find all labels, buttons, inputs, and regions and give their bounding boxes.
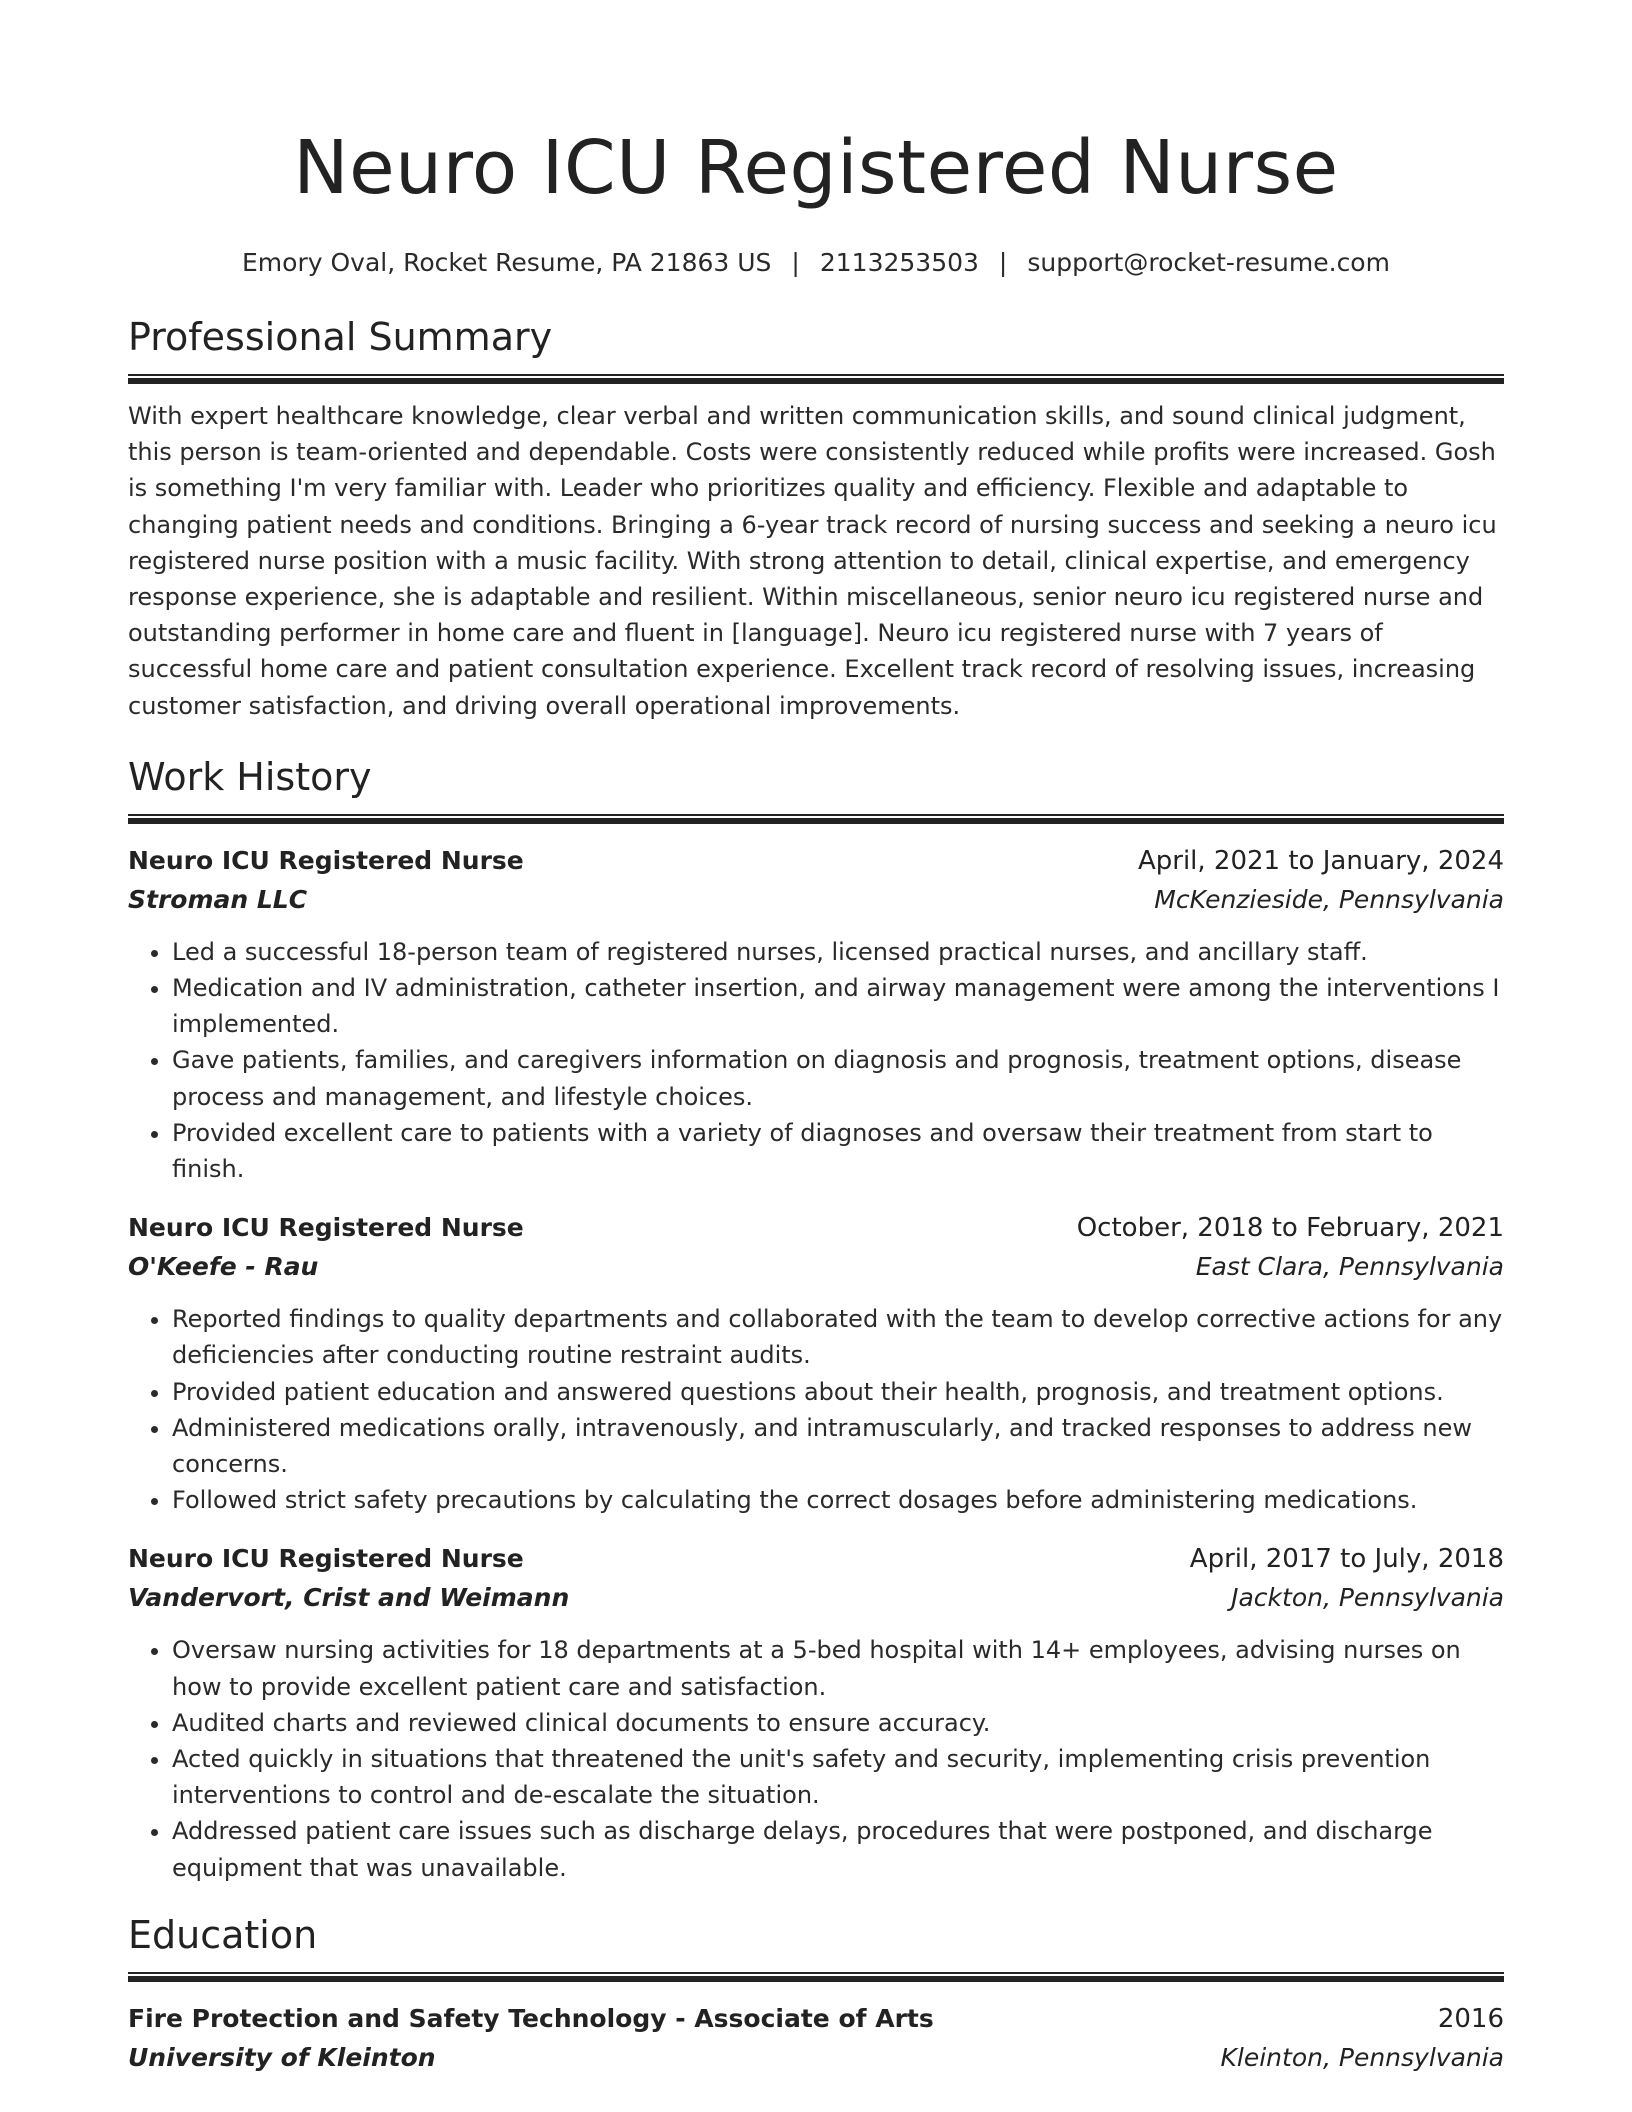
education-section: [128, 1910, 1504, 2078]
contact-separator: |: [791, 248, 800, 277]
education-location: Kleinton, Pennsylvania: [1220, 2042, 1504, 2072]
work-history-section: [128, 752, 1504, 1886]
job-bullets: [128, 1632, 1504, 1885]
job-location: East Clara, Pennsylvania: [1195, 1252, 1504, 1282]
job-title: Neuro ICU Registered Nurse: [128, 1544, 524, 1574]
job-bullet: • Addressed patient care issues such as discharge delays, procedures that were postponed, and discharge equipment that was unavailable.: [172, 1813, 1504, 1885]
job-bullet: • Audited charts and reviewed clinical documents to ensure accuracy.: [172, 1705, 1504, 1741]
job-bullets: [128, 1301, 1504, 1518]
job-bullet: • Medication and IV administration, catheter insertion, and airway management were among the interventions I implemented.: [172, 970, 1504, 1042]
job-bullet: • Administered medications orally, intravenously, and intramuscularly, and tracked responses to address new concerns.: [172, 1410, 1504, 1482]
job-company: O'Keefe - Rau: [128, 1252, 319, 1282]
section-divider: [128, 814, 1504, 824]
summary-text: With expert healthcare knowledge, clear verbal and written communication skills, and sound clinical judgment, this person is team-oriented and dependable. Costs were consistently reduced while profits were increased. Gosh is something I'm very familiar with. Leader who prioritizes quality and efficiency. Flexible and adaptable to changing patient needs and conditions. Bringing a 6-year track record of nursing success and seeking a neuro icu registered nurse position with a music facility. With strong attention to detail, clinical expertise, and emergency response experience, she is adaptable and resilient. Within miscellaneous, senior neuro icu registered nurse and outstanding performer in home care and fluent in [language]. Neuro icu registered nurse with 7 years of successful home care and patient consultation experience. Excellent track record of resolving issues, increasing customer satisfaction, and driving overall operational improvements.: [128, 402, 1497, 720]
education-entry: [128, 2000, 1504, 2078]
contact-separator: |: [998, 248, 1008, 277]
job-bullet: • Provided patient education and answered questions about their health, prognosis, and treatment options.: [172, 1374, 1504, 1410]
education-year: 2016: [1437, 2003, 1504, 2034]
job-location: Jackton, Pennsylvania: [1231, 1583, 1504, 1613]
contact-email: support@rocket-resume.com: [1027, 248, 1390, 277]
education-degree: Fire Protection and Safety Technology - Associate of Arts: [128, 2003, 934, 2033]
work-history-heading: Work History: [128, 754, 372, 799]
contact-line: [128, 246, 1504, 280]
job-bullet: • Followed strict safety precautions by calculating the correct dosages before administering medications.: [172, 1482, 1504, 1518]
job-bullet: • Led a successful 18-person team of registered nurses, licensed practical nurses, and ancillary staff.: [172, 934, 1504, 970]
job-company: Vandervort, Crist and Weimann: [128, 1583, 570, 1613]
education-school: University of Kleinton: [128, 2042, 436, 2072]
contact-phone: 2113253503: [819, 248, 979, 277]
job-dates: April, 2021 to January, 2024: [1137, 845, 1504, 876]
job-dates: April, 2017 to July, 2018: [1189, 1544, 1504, 1575]
job-entry: [128, 842, 1504, 1187]
job-entry: [128, 1540, 1504, 1885]
job-entry: [128, 1209, 1504, 1518]
job-bullet: • Oversaw nursing activities for 18 departments at a 5-bed hospital with 14+ employees, advising nurses on how to provide excellent patient care and satisfaction.: [172, 1632, 1504, 1704]
summary-section: [128, 312, 1504, 724]
section-divider: [128, 374, 1504, 384]
summary-heading: Professional Summary: [128, 315, 553, 359]
job-bullet: • Reported findings to quality departments and collaborated with the team to develop corrective actions for any deficiencies after conducting routine restraint audits.: [172, 1301, 1504, 1373]
contact-address: Emory Oval, Rocket Resume, PA 21863 US: [242, 248, 772, 277]
job-bullet: • Provided excellent care to patients with a variety of diagnoses and oversaw their treatment from start to finish.: [172, 1115, 1504, 1187]
education-heading: Education: [128, 1912, 318, 1957]
job-title: Neuro ICU Registered Nurse: [128, 845, 524, 875]
job-company: Stroman LLC: [128, 884, 308, 914]
job-bullets: [128, 934, 1504, 1187]
job-location: McKenzieside, Pennsylvania: [1154, 884, 1504, 914]
section-divider: [128, 1972, 1504, 1982]
resume-title: Neuro ICU Registered Nurse: [293, 125, 1339, 211]
job-dates: October, 2018 to February, 2021: [1076, 1213, 1504, 1244]
job-bullet: • Acted quickly in situations that threatened the unit's safety and security, implementing crisis prevention interventions to control and de-escalate the situation.: [172, 1741, 1504, 1813]
job-title: Neuro ICU Registered Nurse: [128, 1213, 524, 1243]
job-bullet: • Gave patients, families, and caregivers information on diagnosis and prognosis, treatment options, disease process and management, and lifestyle choices.: [172, 1042, 1504, 1114]
